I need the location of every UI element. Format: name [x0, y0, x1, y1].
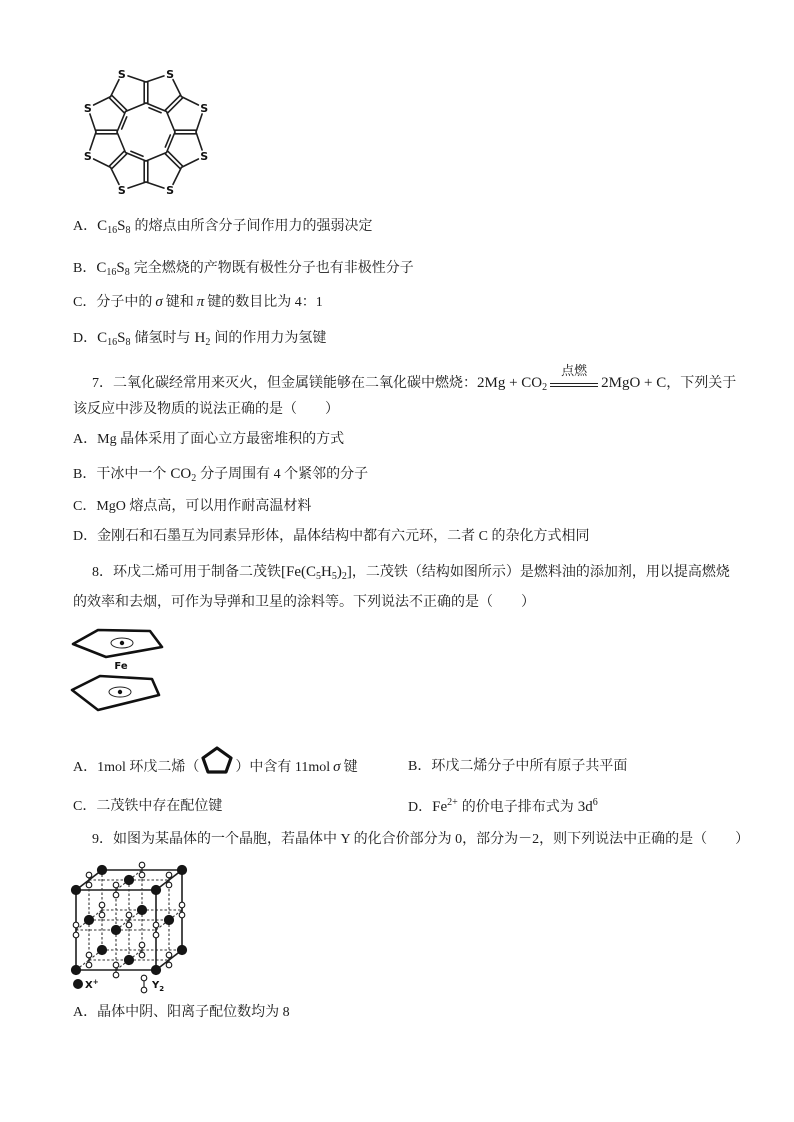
x-cation	[177, 945, 186, 954]
x-cation	[97, 945, 106, 954]
option-letter: B．	[73, 261, 97, 276]
option-text: Mg 晶体采用了面心立方最密堆积的方式	[97, 432, 345, 447]
formula-subscript: 5	[316, 571, 321, 582]
q9-stem-line-1	[92, 830, 749, 850]
option-letter: B．	[408, 759, 432, 774]
y2-anion-atom	[153, 922, 159, 928]
anion-symbol: Y	[152, 980, 160, 991]
y2-anion-atom	[153, 932, 159, 938]
figure-legend	[74, 975, 165, 993]
formula-subscript: 8	[124, 267, 130, 278]
y2-anion-atom	[139, 942, 145, 948]
y2-anion-atom	[86, 962, 92, 968]
formula-co2	[170, 466, 196, 482]
charge-superscript: 2+	[447, 797, 458, 808]
y2-anion-atom	[166, 872, 172, 878]
q6-option-c	[73, 292, 323, 312]
y2-anion-atom	[86, 882, 92, 888]
q7-option-d	[73, 527, 589, 547]
y2-anion-atom	[73, 922, 79, 928]
iron-atom-label: Fe	[114, 661, 128, 672]
sulfur-atom-label: S	[200, 150, 209, 164]
crystal-unit-cell-figure	[68, 858, 193, 996]
pi-symbol: π	[196, 294, 205, 310]
formula-element: S	[117, 218, 126, 234]
sulfur-atom-label: S	[166, 67, 175, 81]
lower-ring-center-dot	[118, 690, 122, 694]
sulfur-atom-label: S	[83, 101, 92, 115]
formula-element: H	[194, 330, 206, 346]
option-text: 键	[343, 760, 358, 775]
reaction-condition-arrow	[550, 363, 598, 393]
formula-c16s8	[96, 260, 129, 276]
carbon-sulfur-bond	[90, 114, 96, 132]
formula-subscript: 2	[341, 571, 347, 582]
option-text: 二茂铁中存在配位键	[96, 799, 223, 814]
sigma-symbol: σ	[333, 759, 341, 775]
formula-h2	[194, 330, 210, 346]
inner-ring-bond	[146, 153, 167, 162]
sulfur-atom-label: S	[117, 67, 126, 81]
y2-anion-atom	[166, 962, 172, 968]
formula-c16s8	[97, 218, 130, 234]
formula-fe-ion	[432, 799, 458, 815]
inner-ring-bond	[126, 103, 147, 112]
formula-element: C	[96, 260, 107, 276]
config-orbital: 3d	[577, 799, 593, 815]
formula-element: S	[116, 260, 125, 276]
inner-ring-bond	[167, 112, 176, 133]
x-cation	[124, 955, 133, 964]
x-cation	[137, 905, 146, 914]
formula-element: S	[117, 330, 126, 346]
option-letter: D．	[408, 800, 433, 815]
formula-subscript: 8	[125, 225, 131, 236]
question-stem: 环戊二烯可用于制备二茂铁	[113, 565, 281, 580]
x-cation	[84, 915, 93, 924]
formula-element: CO	[170, 466, 192, 482]
formula-part: H	[321, 564, 332, 580]
carbon-sulfur-bond	[111, 167, 119, 184]
option-text: 晶体中阴、阳离子配位数均为 8	[97, 1005, 290, 1020]
upper-cyclopentadienyl-ring	[73, 630, 162, 657]
question-stem: ，二茂铁（结构如图所示）是燃料油的添加剂，用以提高燃烧	[351, 565, 730, 580]
q8-option-d	[408, 797, 598, 817]
option-text: 储氢时与	[134, 331, 191, 346]
formula-part: ]	[346, 564, 352, 580]
carbon-sulfur-bond	[196, 132, 202, 150]
y2-anion-atom	[139, 862, 145, 868]
lower-cyclopentadienyl-ring	[72, 676, 159, 710]
sulfur-atom-label: S	[200, 101, 209, 115]
option-text: 分子周围有 4 个紧邻的分子	[200, 467, 369, 482]
cation-symbol: X	[85, 980, 93, 991]
formula-subscript: 2	[205, 337, 211, 348]
option-letter: D．	[73, 529, 98, 544]
x-cation	[71, 965, 80, 974]
carbon-sulfur-bond	[128, 182, 146, 188]
option-text: 分子中的	[96, 295, 153, 310]
y2-anion-atom	[99, 902, 105, 908]
y2-anion-atom	[179, 912, 185, 918]
config-superscript: 6	[592, 797, 598, 808]
question-number: 8．	[92, 565, 113, 580]
option-letter: C．	[73, 295, 97, 310]
q6-option-b	[73, 258, 414, 278]
y2-anion-atom	[86, 872, 92, 878]
x-cation	[97, 865, 106, 874]
carbon-sulfur-bond	[94, 159, 111, 167]
option-text: 键的数目比为 4：1	[207, 295, 323, 310]
q8-option-a	[73, 757, 358, 777]
q8-stem-line-2	[73, 593, 535, 613]
x-cation	[111, 925, 120, 934]
y2-anion-atom	[113, 972, 119, 978]
equation-left: 2Mg + CO	[477, 375, 543, 391]
carbon-sulfur-bond	[181, 97, 198, 105]
cyclopentadiene-icon	[199, 757, 235, 771]
anion-legend-marker	[141, 987, 147, 993]
formula-element: Fe	[432, 799, 448, 815]
formula-subscript: 16	[107, 225, 118, 236]
upper-ring-center-dot	[120, 641, 124, 645]
x-cation	[71, 885, 80, 894]
q7-option-b	[73, 464, 368, 484]
anion-legend-label	[151, 980, 164, 993]
anion-legend-marker	[141, 975, 147, 981]
formula-subscript: 16	[107, 337, 118, 348]
formula-subscript: 5	[331, 571, 337, 582]
x-cation	[164, 915, 173, 924]
reaction-condition: 点燃	[561, 363, 588, 378]
formula-subscript: 2	[542, 382, 548, 393]
y2-anion-atom	[99, 912, 105, 918]
formula-c16s8	[97, 330, 130, 346]
equation-reactants	[477, 375, 547, 391]
carbon-sulfur-bond	[196, 114, 202, 132]
c16s8-structure-figure	[68, 58, 228, 206]
cyclopentadiene-pentagon-icon	[200, 745, 234, 775]
carbon-sulfur-bond	[90, 132, 96, 150]
y2-anion-atom	[139, 952, 145, 958]
carbon-sulfur-bond	[146, 76, 164, 82]
formula-part: [Fe(C	[281, 564, 316, 580]
equation-products: 2MgO + C	[601, 375, 667, 391]
inner-ring-bond	[117, 132, 126, 153]
y2-anion-atom	[166, 952, 172, 958]
carbon-sulfur-bond	[181, 159, 198, 167]
formula-ferrocene	[281, 564, 352, 580]
y2-anion-atom	[86, 952, 92, 958]
q6-option-d	[73, 328, 326, 348]
y2-anion-atom	[139, 872, 145, 878]
formula-element: C	[97, 218, 108, 234]
option-text: 间的作用力为氢键	[214, 331, 327, 346]
carbon-sulfur-bond	[173, 167, 181, 184]
option-text: 完全燃烧的产物既有极性分子也有非极性分子	[133, 261, 414, 276]
question-stem: 该反应中涉及物质的说法正确的是（ ）	[73, 402, 339, 417]
option-text: 的熔点由所含分子间作用力的强弱决定	[134, 219, 373, 234]
formula-part: )	[336, 564, 342, 580]
ferrocene-structure-figure	[68, 624, 168, 716]
sulfur-atom-label: S	[117, 184, 126, 198]
question-stem: 二氧化碳经常用来灭火，但金属镁能够在二氧化碳中燃烧：	[113, 376, 477, 391]
y2-anion-atom	[126, 912, 132, 918]
anion-subscript: 2	[159, 985, 165, 993]
q8-option-c	[73, 797, 222, 817]
option-text: 金刚石和石墨互为同素异形体，晶体结构中都有六元环，二者 C 的杂化方式相同	[97, 529, 590, 544]
x-cation	[177, 865, 186, 874]
sigma-symbol: σ	[155, 294, 163, 310]
y2-anion-atom	[126, 922, 132, 928]
unit-cell-lattice	[71, 862, 186, 978]
cation-legend-marker	[74, 980, 83, 989]
option-letter: A．	[73, 760, 98, 775]
carbon-sulfur-bond	[111, 80, 119, 97]
q8-option-b	[408, 757, 627, 777]
carbon-sulfur-bond	[173, 80, 181, 97]
y2-anion-atom	[73, 932, 79, 938]
option-letter: A．	[73, 432, 98, 447]
formula-subscript: 8	[125, 337, 131, 348]
sulfur-atom-label: S	[166, 184, 175, 198]
question-stem: 的效率和去烟，可作为导弹和卫星的涂料等。下列说法不正确的是（ ）	[73, 595, 535, 610]
q7-stem-line-1	[92, 363, 737, 393]
option-letter: C．	[73, 499, 97, 514]
carbon-sulfur-bond	[128, 76, 146, 82]
question-number: 9．	[92, 832, 113, 847]
formula-subscript: 16	[106, 267, 117, 278]
x-cation	[151, 965, 160, 974]
option-text: ）中含有 11mol	[235, 760, 331, 775]
cation-charge: +	[92, 978, 99, 986]
option-letter: B．	[73, 467, 97, 482]
electron-configuration	[578, 799, 598, 815]
option-letter: A．	[73, 219, 98, 234]
formula-element: C	[97, 330, 108, 346]
q8-stem-line-1	[92, 562, 730, 582]
q7-option-a	[73, 430, 344, 450]
x-cation	[151, 885, 160, 894]
option-text: 1mol 环戊二烯（	[97, 760, 200, 775]
carbon-sulfur-bond	[146, 182, 164, 188]
option-text: 环戊二烯分子中所有原子共平面	[431, 759, 628, 774]
formula-subscript: 2	[191, 473, 197, 484]
option-letter: D．	[73, 331, 98, 346]
y2-anion-atom	[113, 892, 119, 898]
q6-option-a	[73, 216, 372, 236]
question-number: 7．	[92, 376, 113, 391]
double-line-sign	[550, 383, 598, 387]
q7-stem-line-2	[73, 400, 339, 420]
y2-anion-atom	[113, 962, 119, 968]
y2-anion-atom	[166, 882, 172, 888]
option-text: 键和	[165, 295, 194, 310]
option-text: 干冰中一个	[96, 467, 167, 482]
cation-legend-label	[85, 978, 99, 991]
q7-option-c	[73, 497, 311, 517]
x-cation	[124, 875, 133, 884]
y2-anion-atom	[179, 902, 185, 908]
question-stem: ，下列关于	[666, 376, 737, 391]
carbon-sulfur-bond	[94, 97, 111, 105]
q9-option-a	[73, 1003, 290, 1023]
option-text: MgO 熔点高，可以用作耐高温材料	[96, 499, 312, 514]
sulfur-atom-label: S	[83, 150, 92, 164]
y2-anion-atom	[113, 882, 119, 888]
option-letter: C．	[73, 799, 97, 814]
option-text: 的价电子排布式为	[461, 800, 574, 815]
option-letter: A．	[73, 1005, 98, 1020]
question-stem: 如图为某晶体的一个晶胞，若晶体中 Y 的化合价部分为 0，部分为－2，则下列说法中正确的是（ ）	[113, 832, 750, 847]
